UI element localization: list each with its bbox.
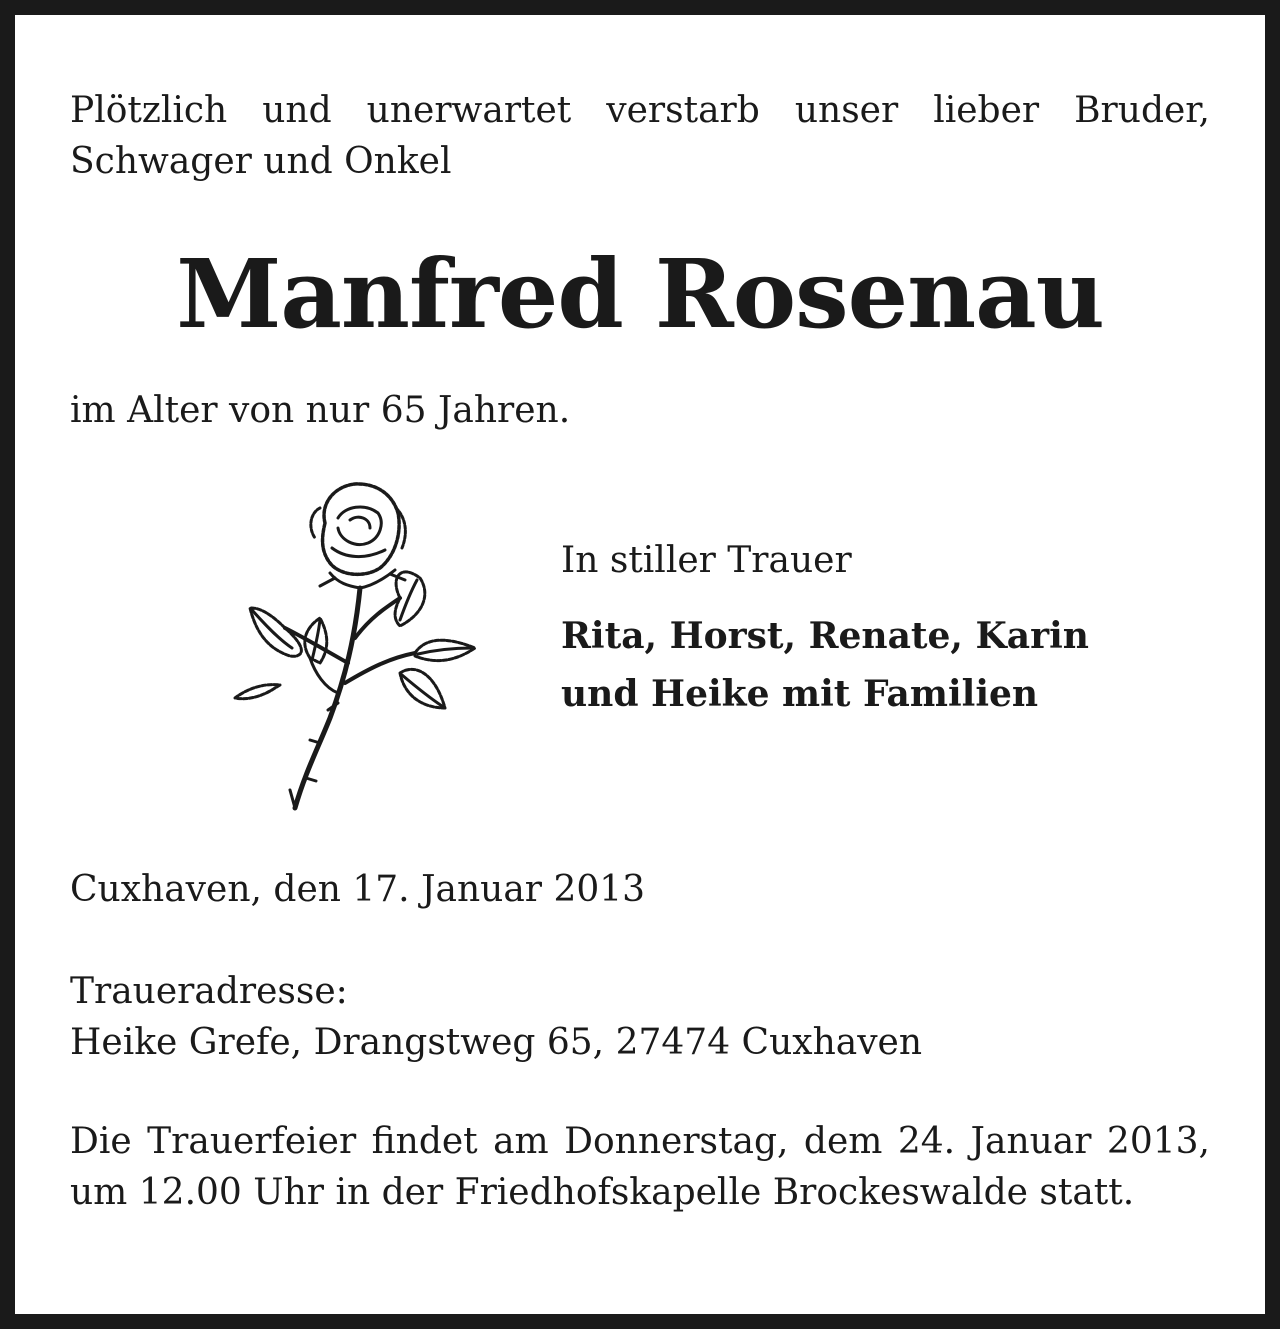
address-value: Heike Grefe, Drangstweg 65, 27474 Cuxhaven <box>70 1022 923 1063</box>
age-line: im Alter von nur 65 Jahren. <box>70 390 571 431</box>
mourners-line-1: Rita, Horst, Renate, Karin <box>561 615 1089 657</box>
intro-text: Plötzlich und unerwartet verstarb unser lieber Bruder, Schwager und Onkel <box>70 90 1210 182</box>
mourning-label: In stiller Trauer <box>561 540 852 581</box>
place-date: Cuxhaven, den 17. Januar 2013 <box>70 869 646 910</box>
funeral-service-text: Die Trauerfeier findet am Donnerstag, dem 24. Januar 2013, um 12.00 Uhr in der Friedhofskapelle Brockeswalde statt. <box>70 1121 1210 1213</box>
mourners-line-2: und Heike mit Familien <box>561 673 1039 715</box>
mourning-address <box>70 966 922 1068</box>
rose-icon <box>220 478 490 818</box>
mourners-names <box>561 607 1089 723</box>
deceased-name: Manfred Rosenau <box>176 239 1104 350</box>
address-label: Traueradresse: <box>70 971 348 1012</box>
